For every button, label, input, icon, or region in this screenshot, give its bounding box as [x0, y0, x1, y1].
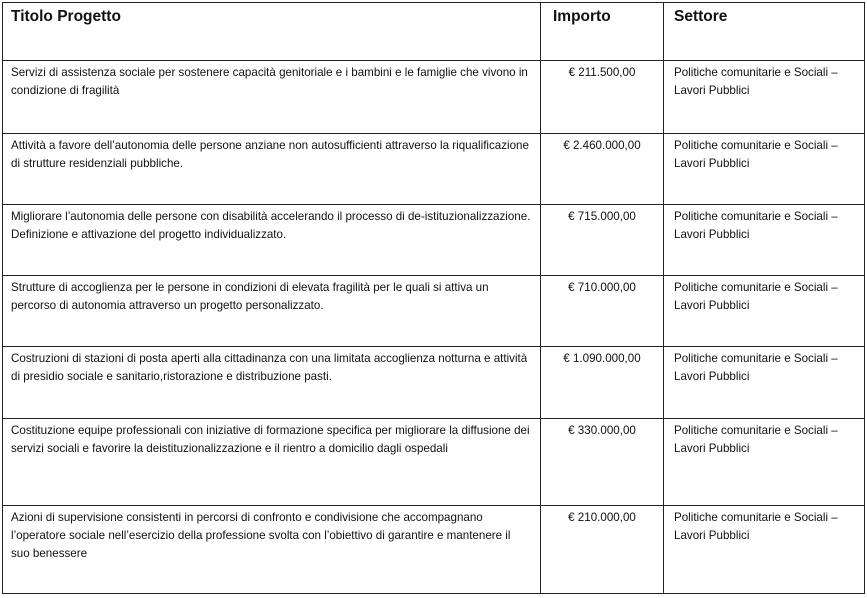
- sector-cell: Politiche comunitarie e Sociali – Lavori Pubblici: [664, 506, 865, 594]
- sector-cell: Politiche comunitarie e Sociali – Lavori Pubblici: [664, 134, 865, 205]
- amount-cell: € 2.460.000,00: [541, 134, 664, 205]
- project-title-cell: Attività a favore dell’autonomia delle persone anziane non autosufficienti attraverso la riqualificazione di strutture residenziali pubbliche.: [3, 134, 541, 205]
- header-title: Titolo Progetto: [3, 3, 541, 61]
- sector-cell: Politiche comunitarie e Sociali – Lavori Pubblici: [664, 276, 865, 347]
- table-row: [3, 276, 865, 347]
- projects-table: [2, 2, 865, 594]
- sector-cell: Politiche comunitarie e Sociali – Lavori Pubblici: [664, 419, 865, 506]
- header-amount: Importo: [541, 3, 664, 61]
- amount-cell: € 210.000,00: [541, 506, 664, 594]
- amount-cell: € 710.000,00: [541, 276, 664, 347]
- project-title-cell: Servizi di assistenza sociale per sostenere capacità genitoriale e i bambini e le famiglie che vivono in condizione di fragilità: [3, 61, 541, 134]
- amount-cell: € 1.090.000,00: [541, 347, 664, 419]
- amount-cell: € 715.000,00: [541, 205, 664, 276]
- table-row: [3, 61, 865, 134]
- project-title-cell: Strutture di accoglienza per le persone in condizioni di elevata fragilità per le quali si attiva un percorso di autonomia attraverso un progetto personalizzato.: [3, 276, 541, 347]
- table-row: [3, 205, 865, 276]
- table-row: [3, 506, 865, 594]
- project-title-cell: Costituzione equipe professionali con iniziative di formazione specifica per migliorare la diffusione dei servizi sociali e favorire la deistituzionalizzazione e il rientro a domicilio dagli ospedali: [3, 419, 541, 506]
- header-sector: Settore: [664, 3, 865, 61]
- amount-cell: € 211.500,00: [541, 61, 664, 134]
- project-title-cell: Costruzioni di stazioni di posta aperti alla cittadinanza con una limitata accoglienza notturna e attività di presidio sociale e sanitario,ristorazione e distribuzione pasti.: [3, 347, 541, 419]
- table-row: [3, 134, 865, 205]
- amount-cell: € 330.000,00: [541, 419, 664, 506]
- table-row: [3, 347, 865, 419]
- sector-cell: Politiche comunitarie e Sociali – Lavori Pubblici: [664, 347, 865, 419]
- project-title-cell: Azioni di supervisione consistenti in percorsi di confronto e condivisione che accompagnano l’operatore sociale nell’esercizio della professione svolta con l’obiettivo di garantire e mantenere il suo benessere: [3, 506, 541, 594]
- header-row: [3, 3, 865, 61]
- project-title-cell: Migliorare l’autonomia delle persone con disabilità accelerando il processo di de-istituzionalizzazione. Definizione e attivazione del progetto individualizzato.: [3, 205, 541, 276]
- table-row: [3, 419, 865, 506]
- sector-cell: Politiche comunitarie e Sociali – Lavori Pubblici: [664, 205, 865, 276]
- sector-cell: Politiche comunitarie e Sociali – Lavori Pubblici: [664, 61, 865, 134]
